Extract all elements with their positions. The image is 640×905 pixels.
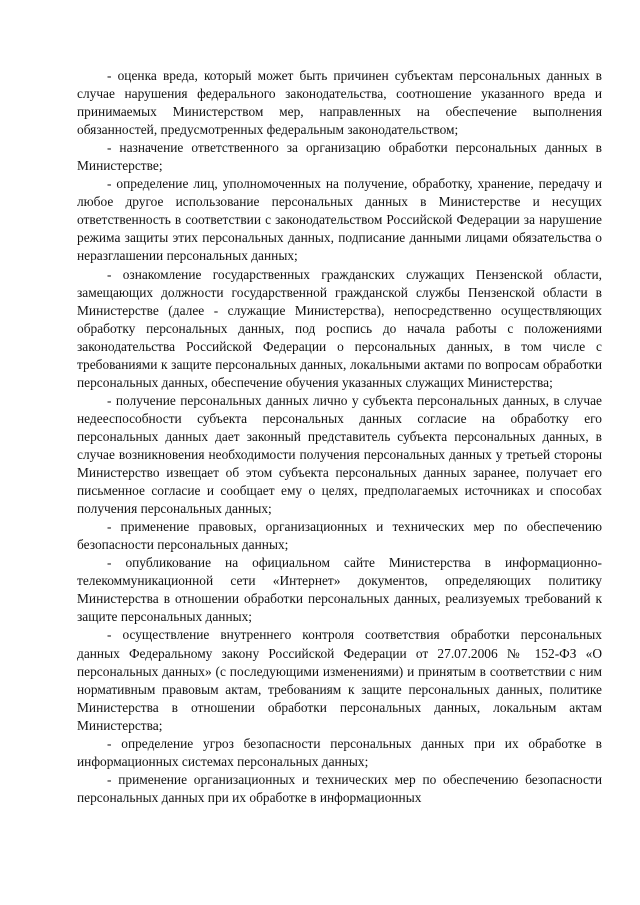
paragraph-responsible-appointment: - назначение ответственного за организацию обработки персональных данных в Министерстве; [77,140,602,174]
paragraph-policy-publication: - опубликование на официальном сайте Министерства в информационно-телекоммуникационной сети «Интернет» документов, определяющих политику Министерства в отношении обработки персональных данных, реализуемых требований к защите персональных данных; [77,555,602,625]
paragraph-data-collection: - получение персональных данных лично у субъекта персональных данных, в случае недееспособности субъекта персональных данных согласие на обработку его персональных данных дает законный представитель субъекта персональных данных, в случае возникновения необходимости получения персональных данных у третьей стороны Министерство извещает об этом субъекта персональных данных заранее, получает его письменное согласие и сообщает ему о целях, предполагаемых источниках и способах получения персональных данных; [77,392,602,517]
paragraph-threat-identification: - определение угроз безопасности персональных данных при их обработке в информационных системах персональных данных; [77,735,602,769]
paragraph-security-measures: - применение правовых, организационных и технических мер по обеспечению безопасности персональных данных; [77,519,602,553]
paragraph-internal-control: - осуществление внутреннего контроля соответствия обработки персональных данных Федеральному закону Российской Федерации от 27.07.2006 № 152-ФЗ «О персональных данных» (с последующими изменениями) и принятым в соответствии с ним нормативным правовым актам, требованиям к защите персональных данных, политике Министерства в отношении обработки персональных данных, локальным актам Министерства; [77,627,602,733]
paragraph-org-tech-measures: - применение организационных и технических мер по обеспечению безопасности персональных данных при их обработке в информационных [77,771,602,805]
paragraph-authorized-persons: - определение лиц, уполномоченных на получение, обработку, хранение, передачу и любое другое использование персональных данных в Министерстве и несущих ответственность в соответствии с законодательством Российской Федерации за нарушение режима защиты этих персональных данных, подписание данными лицами обязательства о неразглашении персональных данных; [77,176,602,264]
paragraph-harm-assessment: - оценка вреда, который может быть причинен субъектам персональных данных в случае нарушения федерального законодательства, соотношение указанного вреда и принимаемых Министерством мер, направленных на обеспечение выполнения обязанностей, предусмотренных федеральным законодательством; [77,68,602,138]
document-page [77,67,602,807]
paragraph-staff-familiarization: - ознакомление государственных гражданских служащих Пензенской области, замещающих должности государственной гражданской службы Пензенской области в Министерстве (далее - служащие Министерства), непосредственно осуществляющих обработку персональных данных, под роспись до начала работы с положениями законодательства Российской Федерации о персональных данных, в том числе с требованиями к защите персональных данных, локальными актами по вопросам обработки персональных данных, обеспечение обучения указанных служащих Министерства; [77,266,602,390]
